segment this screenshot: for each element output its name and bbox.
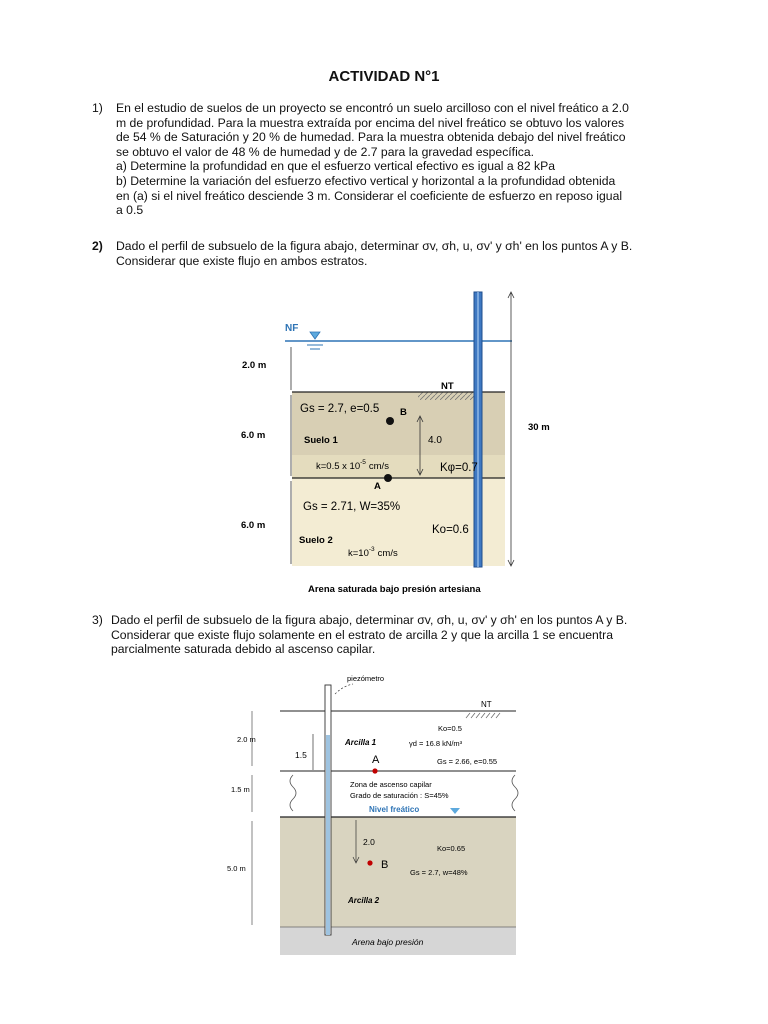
clay-1-name: Arcilla 1 — [345, 738, 377, 747]
depth-6m-2: 6.0 m — [241, 520, 266, 531]
point-b-label: B — [400, 407, 407, 418]
q1-number: 1) — [92, 101, 103, 115]
soil-2-props: Gs = 2.71, W=35% — [303, 501, 401, 513]
q1-line-2: m de profundidad. Para la muestra extraída por encima del nivel freático se obtuvo los valores — [116, 115, 625, 130]
point-a — [384, 474, 392, 482]
wavy-edge-left — [290, 775, 296, 811]
nt-label: NT — [441, 381, 454, 392]
q1-line-1: En el estudio de suelos de un proyecto se encontró un suelo arcilloso con el nivel freático a 2.0 — [116, 101, 629, 115]
point-a-label-3: A — [372, 754, 380, 766]
water-level-icon — [310, 332, 320, 339]
nt-hatch-3 — [466, 713, 500, 718]
clay-2-ko: Ko=0.65 — [437, 844, 466, 853]
piezometer-water — [326, 735, 330, 935]
point-a-3 — [372, 768, 377, 773]
clay-2-layer — [280, 817, 516, 927]
q1-line-3: de 54 % de Saturación y 20 % de humedad. Para la muestra obtenida debajo del nivel freático — [116, 130, 626, 145]
q3-text — [111, 613, 680, 657]
piezometer-label: piezómetro — [347, 674, 385, 683]
q3-line-3: parcialmente saturada debido al ascenso capilar. — [111, 642, 376, 657]
soil-2-name: Suelo 2 — [299, 535, 333, 546]
ab-distance: 4.0 — [428, 435, 442, 446]
nt-label-3: NT — [481, 700, 492, 709]
total-depth: 30 m — [528, 422, 550, 433]
soil-2-ko: Ko=0.6 — [432, 524, 469, 536]
q1-line-5: a) Determine la profundidad en que el esfuerzo vertical efectivo es igual a 82 kPa — [116, 159, 556, 174]
water-table-label: Nivel freático — [369, 805, 420, 814]
depth-5-0: 5.0 m — [227, 864, 246, 873]
clay-1-gd: γd = 16.8 kN/m³ — [409, 739, 463, 748]
h-2-0: 2.0 — [363, 837, 375, 847]
q2-line-1: Dado el perfil de subsuelo de la figura abajo, determinar σv, σh, u, σv' y σh' en los puntos A y B. — [116, 239, 633, 253]
depth-2-0: 2.0 m — [237, 735, 256, 744]
capillary-zone: Zona de ascenso capilar — [350, 780, 432, 789]
clay-1-ko: Ko=0.5 — [438, 724, 462, 733]
depth-1-5: 1.5 m — [231, 785, 250, 794]
q1-line-7: en (a) si el nivel freático desciende 3 m. Considerar el coeficiente de esfuerzo en reposo igual — [116, 188, 623, 203]
soil-1-k: k=0.5 x $10^{-5}$ cm/s — [316, 459, 389, 472]
q1-line-8: a 0.5 — [116, 203, 144, 218]
q1-line-4: se obtuvo el valor de 48 % de humedad y de 2.7 para la gravedad específica. — [116, 144, 535, 159]
wavy-edge-right — [512, 775, 518, 811]
q1-line-6: b) Determine la variación del esfuerzo efectivo vertical y horizontal a la profundidad obtenida — [116, 173, 616, 188]
h-1-5: 1.5 — [295, 750, 307, 760]
base-label: Arena bajo presión — [352, 937, 424, 947]
figure-2-caption: Arena saturada bajo presión artesiana — [308, 584, 481, 595]
q3-line-1: Dado el perfil de subsuelo de la figura abajo, determinar σv, σh, u, σv' y σh' en los puntos A y B. — [111, 613, 628, 627]
q2-text — [116, 239, 682, 268]
figure-3-soil-profile — [0, 665, 768, 965]
nt-hatch — [418, 392, 474, 400]
clay-2-gs: Gs = 2.7, w=48% — [410, 868, 468, 877]
soil-2-k: $k=10^{-3}$ cm/s — [348, 546, 398, 559]
point-a-label: A — [374, 481, 381, 492]
q3-line-2: Considerar que existe flujo solamente en el estrato de arcilla 2 y que la arcilla 1 se encuentra — [111, 627, 614, 642]
water-level-icon-3 — [450, 808, 460, 814]
q2-line-2: Considerar que existe flujo en ambos estratos. — [116, 253, 368, 268]
soil-1-ko: Kφ=0.7 — [440, 462, 478, 474]
depth-2m: 2.0 m — [242, 360, 267, 371]
q2-number: 2) — [92, 239, 103, 253]
soil-1-props: Gs = 2.7, e=0.5 — [300, 403, 380, 415]
soil-1-name: Suelo 1 — [304, 435, 338, 446]
point-b-3 — [367, 860, 372, 865]
point-b — [386, 417, 394, 425]
capillary-saturation: Grado de saturación : S=45% — [350, 791, 449, 800]
figure-2-soil-profile — [0, 280, 768, 610]
q1-text — [116, 101, 678, 218]
piezometer-pointer — [335, 684, 353, 694]
depth-6m-1: 6.0 m — [241, 430, 266, 441]
soil-2-layer — [292, 478, 505, 566]
q3-number: 3) — [92, 613, 103, 627]
clay-2-name: Arcilla 2 — [348, 896, 380, 905]
clay-1-gs: Gs = 2.66, e=0.55 — [437, 757, 498, 766]
nf-label: NF — [285, 323, 299, 334]
point-b-label-3: B — [381, 859, 389, 871]
page-title: ACTIVIDAD N°1 — [328, 68, 440, 85]
